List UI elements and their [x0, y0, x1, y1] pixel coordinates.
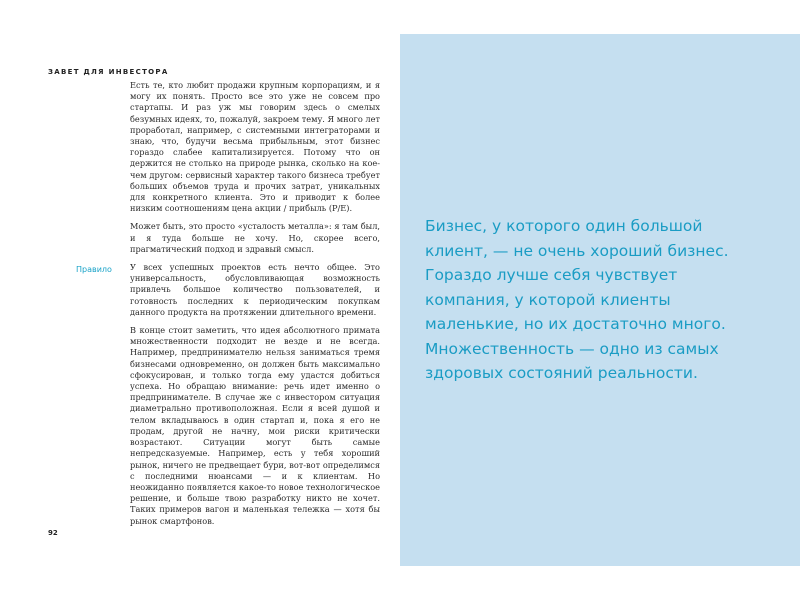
left-page	[34, 34, 400, 566]
body-text-column	[130, 80, 380, 534]
pull-quote: Бизнес, у которого один большой клиент, — не очень хороший бизнес. Гораздо лучше себя чувствует компания, у которой клиенты маленькие, но их достаточно много. Множественность — одно из самых здоровых состояний реальности.	[425, 217, 729, 382]
right-page	[400, 34, 800, 566]
running-head: ЗАВЕТ ДЛЯ ИНВЕСТОРА	[48, 68, 169, 76]
paragraph-3: У всех успешных проектов есть нечто общее. Это универсальность, обусловливающая возможность привлечь большое количество пользователей, и готовность последних к периодическим покупкам данного продукта на протяжении длительного времени.	[130, 262, 380, 317]
paragraph-1: Есть те, кто любит продажи крупным корпорациям, и я могу их понять. Просто все это уже не совсем про стартапы. И раз уж мы говорим здесь о смелых безумных идеях, то, пожалуй, закроем тему. Я много лет проработал, например, с системными интеграторами и знаю, что, будучи весьма прибыльным, этот бизнес гораздо слабее капитализируется. Потому что он держится не столько на природе рынка, сколько на кое-чем другом: сервисный характер такого бизнеса требует больших объемов труда и прочих затрат, уникальных для конкретного клиента. Это и приводит к более низким соотношениям цена акции / прибыль (P/E).	[130, 80, 380, 214]
page-number: 92	[48, 529, 58, 537]
paragraph-2: Может быть, это просто «усталость металла»: я там был, и я туда больше не хочу. Но, скорее всего, прагматический подход и здравый смысл.	[130, 221, 380, 254]
paragraph-4: В конце стоит заметить, что идея абсолютного примата множественности подходит не везде и не всегда. Например, предпринимателю нельзя заниматься тремя бизнесами одновременно, он должен быть максимально сфокусирован, и только тогда ему удастся добиться успеха. Но обращаю внимание: речь идет именно о предпринимателе. В случае же с инвестором ситуация диаметрально противоположная. Если я всей душой и телом вкладываюсь в один стартап и, пока я его не продам, другой не начну, мои риски критически возрастают. Ситуации могут быть самые непредсказуемые. Например, есть у тебя хороший рынок, ничего не предвещает бури, вот-вот определимся с последними нюансами — и к клиентам. Но неожиданно появляется какое-то новое технологическое решение, и больше твою разработку никто не хочет. Таких примеров вагон и маленькая тележка — хотя бы рынок смартфонов.	[130, 325, 380, 526]
rule-margin-label: Правило	[76, 265, 112, 274]
